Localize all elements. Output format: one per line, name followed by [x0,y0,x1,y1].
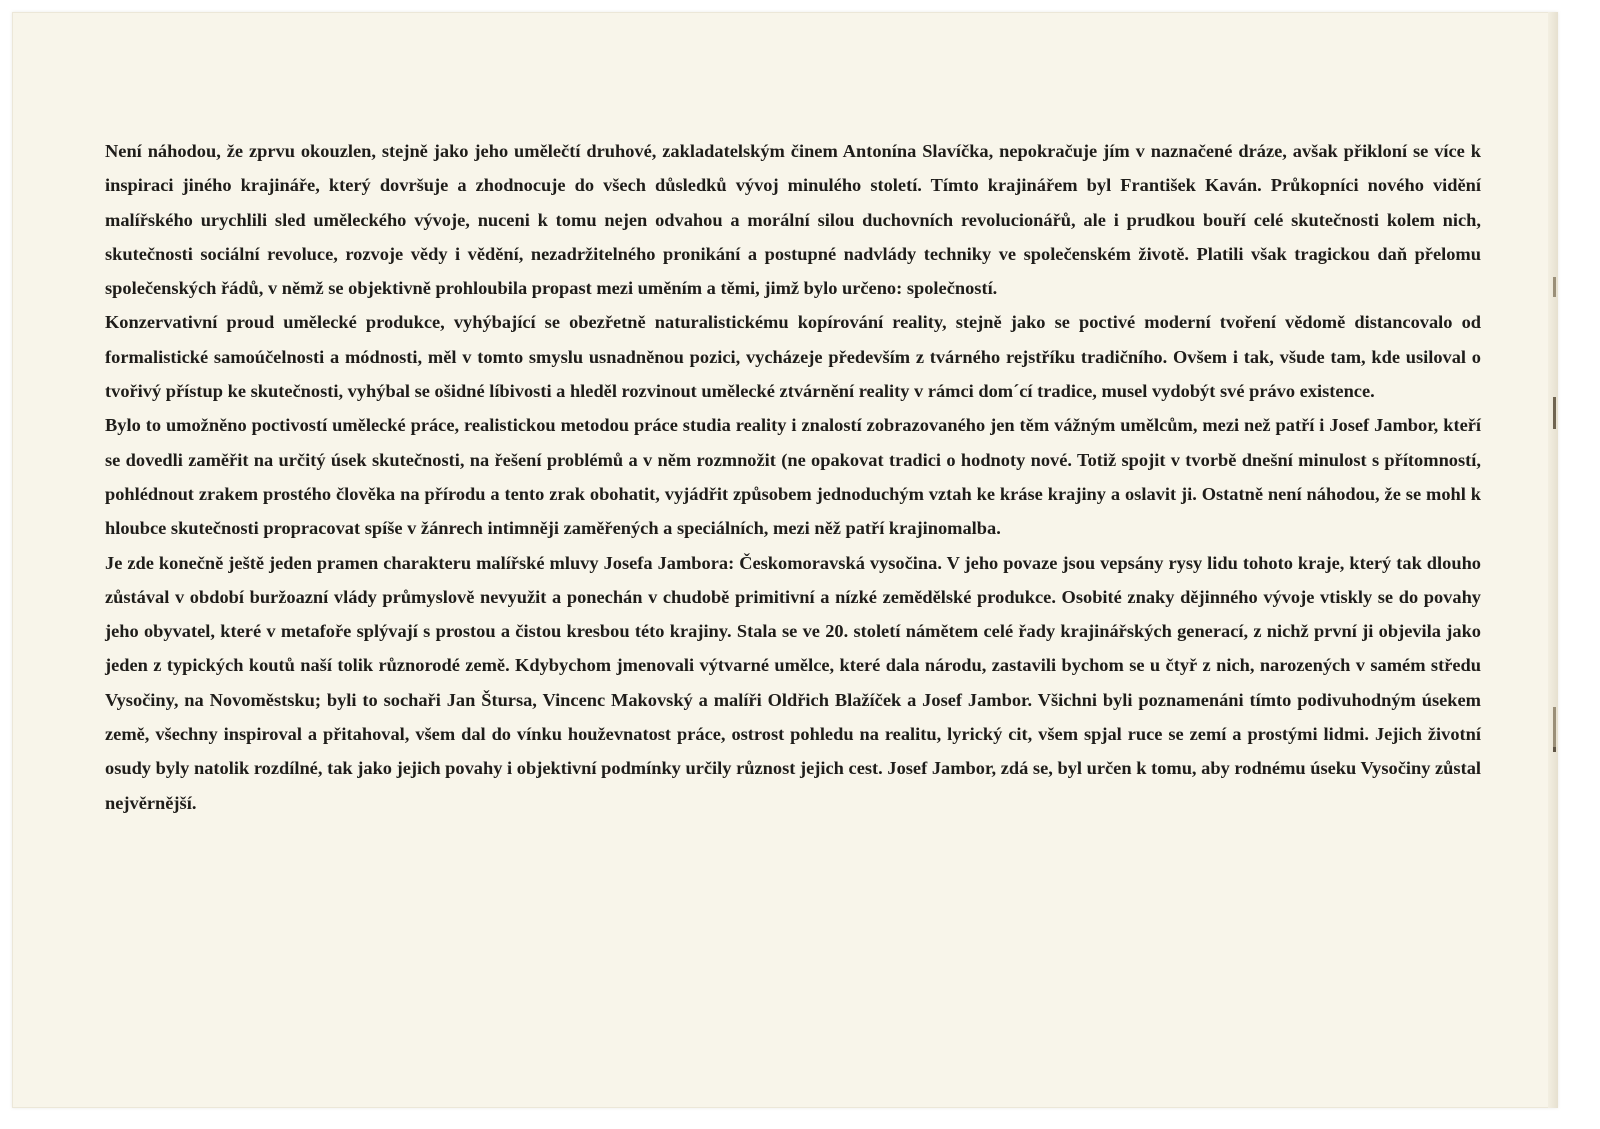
binding-mark [1553,397,1556,429]
paragraph-2: Konzervativní proud umělecké produkce, vyhýbající se obezřetně naturalistickému kopírování reality, stejně jako se poctivé moderní tvoření vědomě distancovalo od formalistické samoúčelnosti a módnosti, měl v tomto smyslu usnadněnou pozici, vycházeje především z tvárného rejstříku tradičního. Ovšem i tak, všude tam, kde usiloval o tvořivý přístup ke skutečnosti, vyhýbal se ošidné líbivosti a hleděl rozvinout umělecké ztvárnění reality v rámci dom´cí tradice, musel vydobýt své právo existence. [105,312,1481,402]
binding-mark [1553,277,1556,297]
binding-mark [1553,707,1556,747]
binding-mark [1553,747,1556,752]
paragraph-4: Je zde konečně ještě jeden pramen charakteru malířské mluvy Josefa Jambora: Českomoravská vysočina. V jeho povaze jsou vepsány rysy lidu tohoto kraje, který tak dlouho zůstával v období buržoazní vlády průmyslově nevyužit a ponechán v chudobě primitivní a nízké zemědělské produkce. Osobité znaky dějinného vývoje vtiskly se do povahy jeho obyvatel, které v metafoře splývají s prostou a čistou kresbou této krajiny. Stala se ve 20. století námětem celé řady krajinářských generací, z nichž první ji objevila jako jeden z typických koutů naší tolik různorodé země. Kdybychom jmenovali výtvarné umělce, které dala národu, zastavili bychom se u čtyř z nich, narozených v samém středu Vysočiny, na Novoměstsku; byli to sochaři Jan Štursa, Vincenc Makovský a malíři Oldřich Blažíček a Josef Jambor. Všichni byli poznamenáni tímto podivuhodným úsekem země, všechny inspiroval a přitahoval, všem dal do vínku houževnatost práce, ostrost pohledu na realitu, lyrický cit, všem spjal ruce se zemí a prostými lidmi. Jejich životní osudy byly natolik rozdílné, tak jako jejich povahy i objektivní podmínky určily různost jejich cest. Josef Jambor, zdá se, byl určen k tomu, aby rodnému úseku Vysočiny zůstal nejvěrnější. [105,552,1481,813]
page-edge [1548,12,1558,1108]
body-text [105,134,1481,820]
paragraph-3: Bylo to umožněno poctivostí umělecké práce, realistickou metodou práce studia reality i znalostí zobrazovaného jen těm vážným umělcům, mezi než patří i Josef Jambor, kteří se dovedli zaměřit na určitý úsek skutečnosti, na řešení problémů a v něm rozmnožit (ne opakovat tradici o hodnoty nové. Totiž spojit v tvorbě dnešní minulost s přítomností, pohlédnout zrakem prostého člověka na přírodu a tento zrak obohatit, vyjádřit způsobem jednoduchým vztah ke kráse krajiny a oslavit ji. Ostatně není náhodou, že se mohl k hloubce skutečnosti propracovat spíše v žánrech intimněji zaměřených a speciálních, mezi něž patří krajinomalba. [105,415,1481,539]
paragraph-1: Není náhodou, že zprvu okouzlen, stejně jako jeho umělečtí druhové, zakladatelským činem Antonína Slavíčka, nepokračuje jím v naznačené dráze, avšak přikloní se více k inspiraci jiného krajináře, který dovršuje a zhodnocuje do všech důsledků vývoj minulého století. Tímto krajinářem byl František Kaván. Průkopníci nového vidění malířského urychlili sled uměleckého vývoje, nuceni k tomu nejen odvahou a morální silou duchovních revolucionářů, ale i prudkou bouří celé skutečnosti kolem nich, skutečnosti sociální revoluce, rozvoje vědy i vědění, nezadržitelného pronikání a postupné nadvlády techniky ve společenském životě. Platili však tragickou daň přelomu společenských řádů, v němž se objektivně prohloubila propast mezi uměním a těmi, jimž bylo určeno: společností. [105,141,1481,299]
